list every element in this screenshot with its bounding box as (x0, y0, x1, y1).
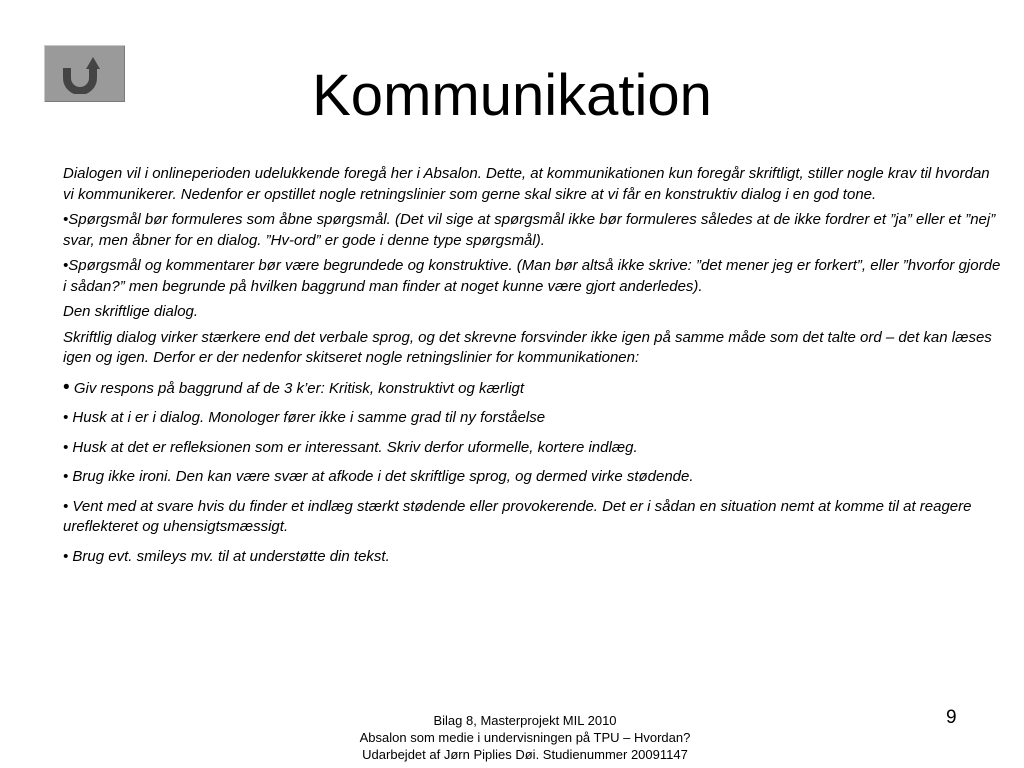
footer-line: Absalon som medie i undervisningen på TPU – Hvordan? (359, 730, 691, 745)
list-item: • Husk at det er refleksionen som er interessant. Skriv derfor uformelle, kortere indlæg. (63, 438, 638, 456)
slide-content (63, 164, 1003, 572)
bullet-glyph: • (63, 376, 70, 398)
guideline-constructive: •Spørgsmål og kommentarer bør være begrundede og konstruktive. (Man bør altså ikke skrive: ”det mener jeg er forkert”, eller ”hvorfor gjorde i sådan?” men begrunde på hvilken baggrund man finder at noget kunne være gjort anderledes). (63, 257, 1001, 295)
list-item: • Brug ikke ironi. Den kan være svær at afkode i det skriftlige sprog, og dermed virke stødende. (63, 468, 694, 485)
list-item: • Husk at i er i dialog. Monologer fører ikke i samme grad til ny forståelse (63, 409, 546, 426)
list-item: • Brug evt. smileys mv. til at understøtte din tekst. (63, 547, 390, 565)
section-intro: Skriftlig dialog virker stærkere end det verbale sprog, og det skrevne forsvinder ikke igen på samme måde som det talte ord – det kan læses igen og igen. Derfor er der nedenfor skitseret nogle retningslinier for kommunikationen: (63, 328, 992, 366)
list-item (63, 378, 1003, 400)
footer-line: Udarbejdet af Jørn Piplies Døi. Studienummer 20091147 (362, 747, 688, 762)
footer-line: Bilag 8, Masterprojekt MIL 2010 (433, 713, 617, 728)
list-item-text: Giv respons på baggrund af de 3 k’er: Kritisk, konstruktivt og kærligt (73, 379, 525, 397)
intro-paragraph: Dialogen vil i onlineperioden udelukkende foregå her i Absalon. Dette, at kommunikationen kun foregår skriftligt, stiller nogle krav til hvordan vi kommunikerer. Nedenfor er opstillet nogle retningslinier som gerne skal sikre at vi får en konstruktiv dialog i en god tone. (63, 165, 990, 203)
list-item: • Vent med at svare hvis du finder et indlæg stærkt stødende eller provokerende. Det er i sådan en situation nemt at komme til at reagere ureflekteret og uhensigtsmæssigt. (63, 497, 972, 535)
page-title: Kommunikation (312, 63, 712, 128)
footer (300, 712, 750, 763)
guideline-open-questions: •Spørgsmål bør formuleres som åbne spørgsmål. (Det vil sige at spørgsmål ikke bør formuleres således at de ikke fordrer et ”ja” eller et ”nej” svar, men åbner for en dialog. ”Hv-ord” er gode i denne type spørgsmål). (63, 211, 996, 249)
section-heading: Den skriftlige dialog. (63, 303, 199, 320)
page-number: 9 (946, 707, 957, 728)
